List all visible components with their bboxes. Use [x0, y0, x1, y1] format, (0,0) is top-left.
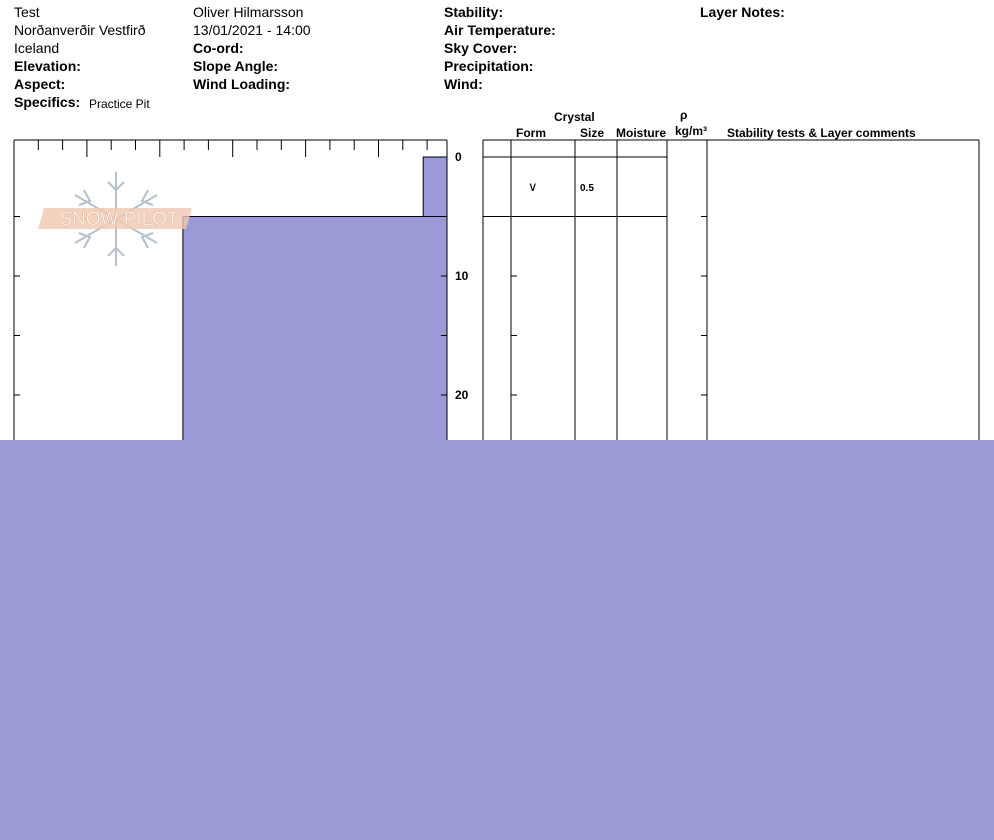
logo-text: SNOW PILOT: [59, 209, 179, 230]
snowpilot-logo: [38, 172, 192, 266]
wind-loading-label: Wind Loading:: [193, 76, 291, 92]
depth-axis-labels: [455, 150, 469, 402]
pit-country: Iceland: [14, 40, 60, 56]
crystal-size-value: 0.5: [580, 182, 594, 194]
observation-datetime: 13/01/2021 - 14:00: [193, 22, 311, 38]
crystal-form-symbol: ∨: [528, 179, 538, 195]
stability-label: Stability:: [444, 4, 504, 20]
elevation-label: Elevation:: [14, 58, 81, 74]
sky-cover-label: Sky Cover:: [444, 40, 518, 56]
hardness-profile: [183, 157, 447, 475]
precipitation-label: Precipitation:: [444, 58, 534, 74]
layer-cells: [528, 180, 594, 195]
pit-name: Test: [14, 4, 40, 20]
crystal-table-grid: [483, 140, 979, 450]
pit-region: Norðanverðir Vestfirð: [14, 22, 146, 38]
layer-notes-label: Layer Notes:: [700, 4, 785, 20]
air-temperature-label: Air Temperature:: [444, 22, 556, 38]
coord-label: Co-ord:: [193, 40, 244, 56]
hardness-top-ticks: [14, 140, 427, 157]
crystal-header: Crystal: [554, 110, 595, 124]
overlay-fill-area-left: [0, 448, 440, 840]
depth-label: 0: [455, 150, 462, 164]
depth-label: 10: [455, 269, 469, 283]
density-unit-header: kg/m³: [675, 124, 708, 138]
size-header: Size: [580, 126, 605, 140]
observer-name: Oliver Hilmarsson: [193, 4, 304, 20]
wind-label: Wind:: [444, 76, 483, 92]
form-header: Form: [516, 126, 546, 140]
aspect-label: Aspect:: [14, 76, 66, 92]
slope-angle-label: Slope Angle:: [193, 58, 279, 74]
rho-header: ρ: [680, 108, 688, 122]
comments-header: Stability tests & Layer comments: [727, 126, 916, 140]
table-depth-ticks: [511, 217, 707, 396]
hardness-bar-2: [183, 217, 447, 475]
specifics-label: Specifics:: [14, 94, 81, 110]
moisture-header: Moisture: [616, 126, 667, 140]
specifics-value: Practice Pit: [89, 97, 150, 111]
depth-label: 20: [455, 388, 469, 402]
